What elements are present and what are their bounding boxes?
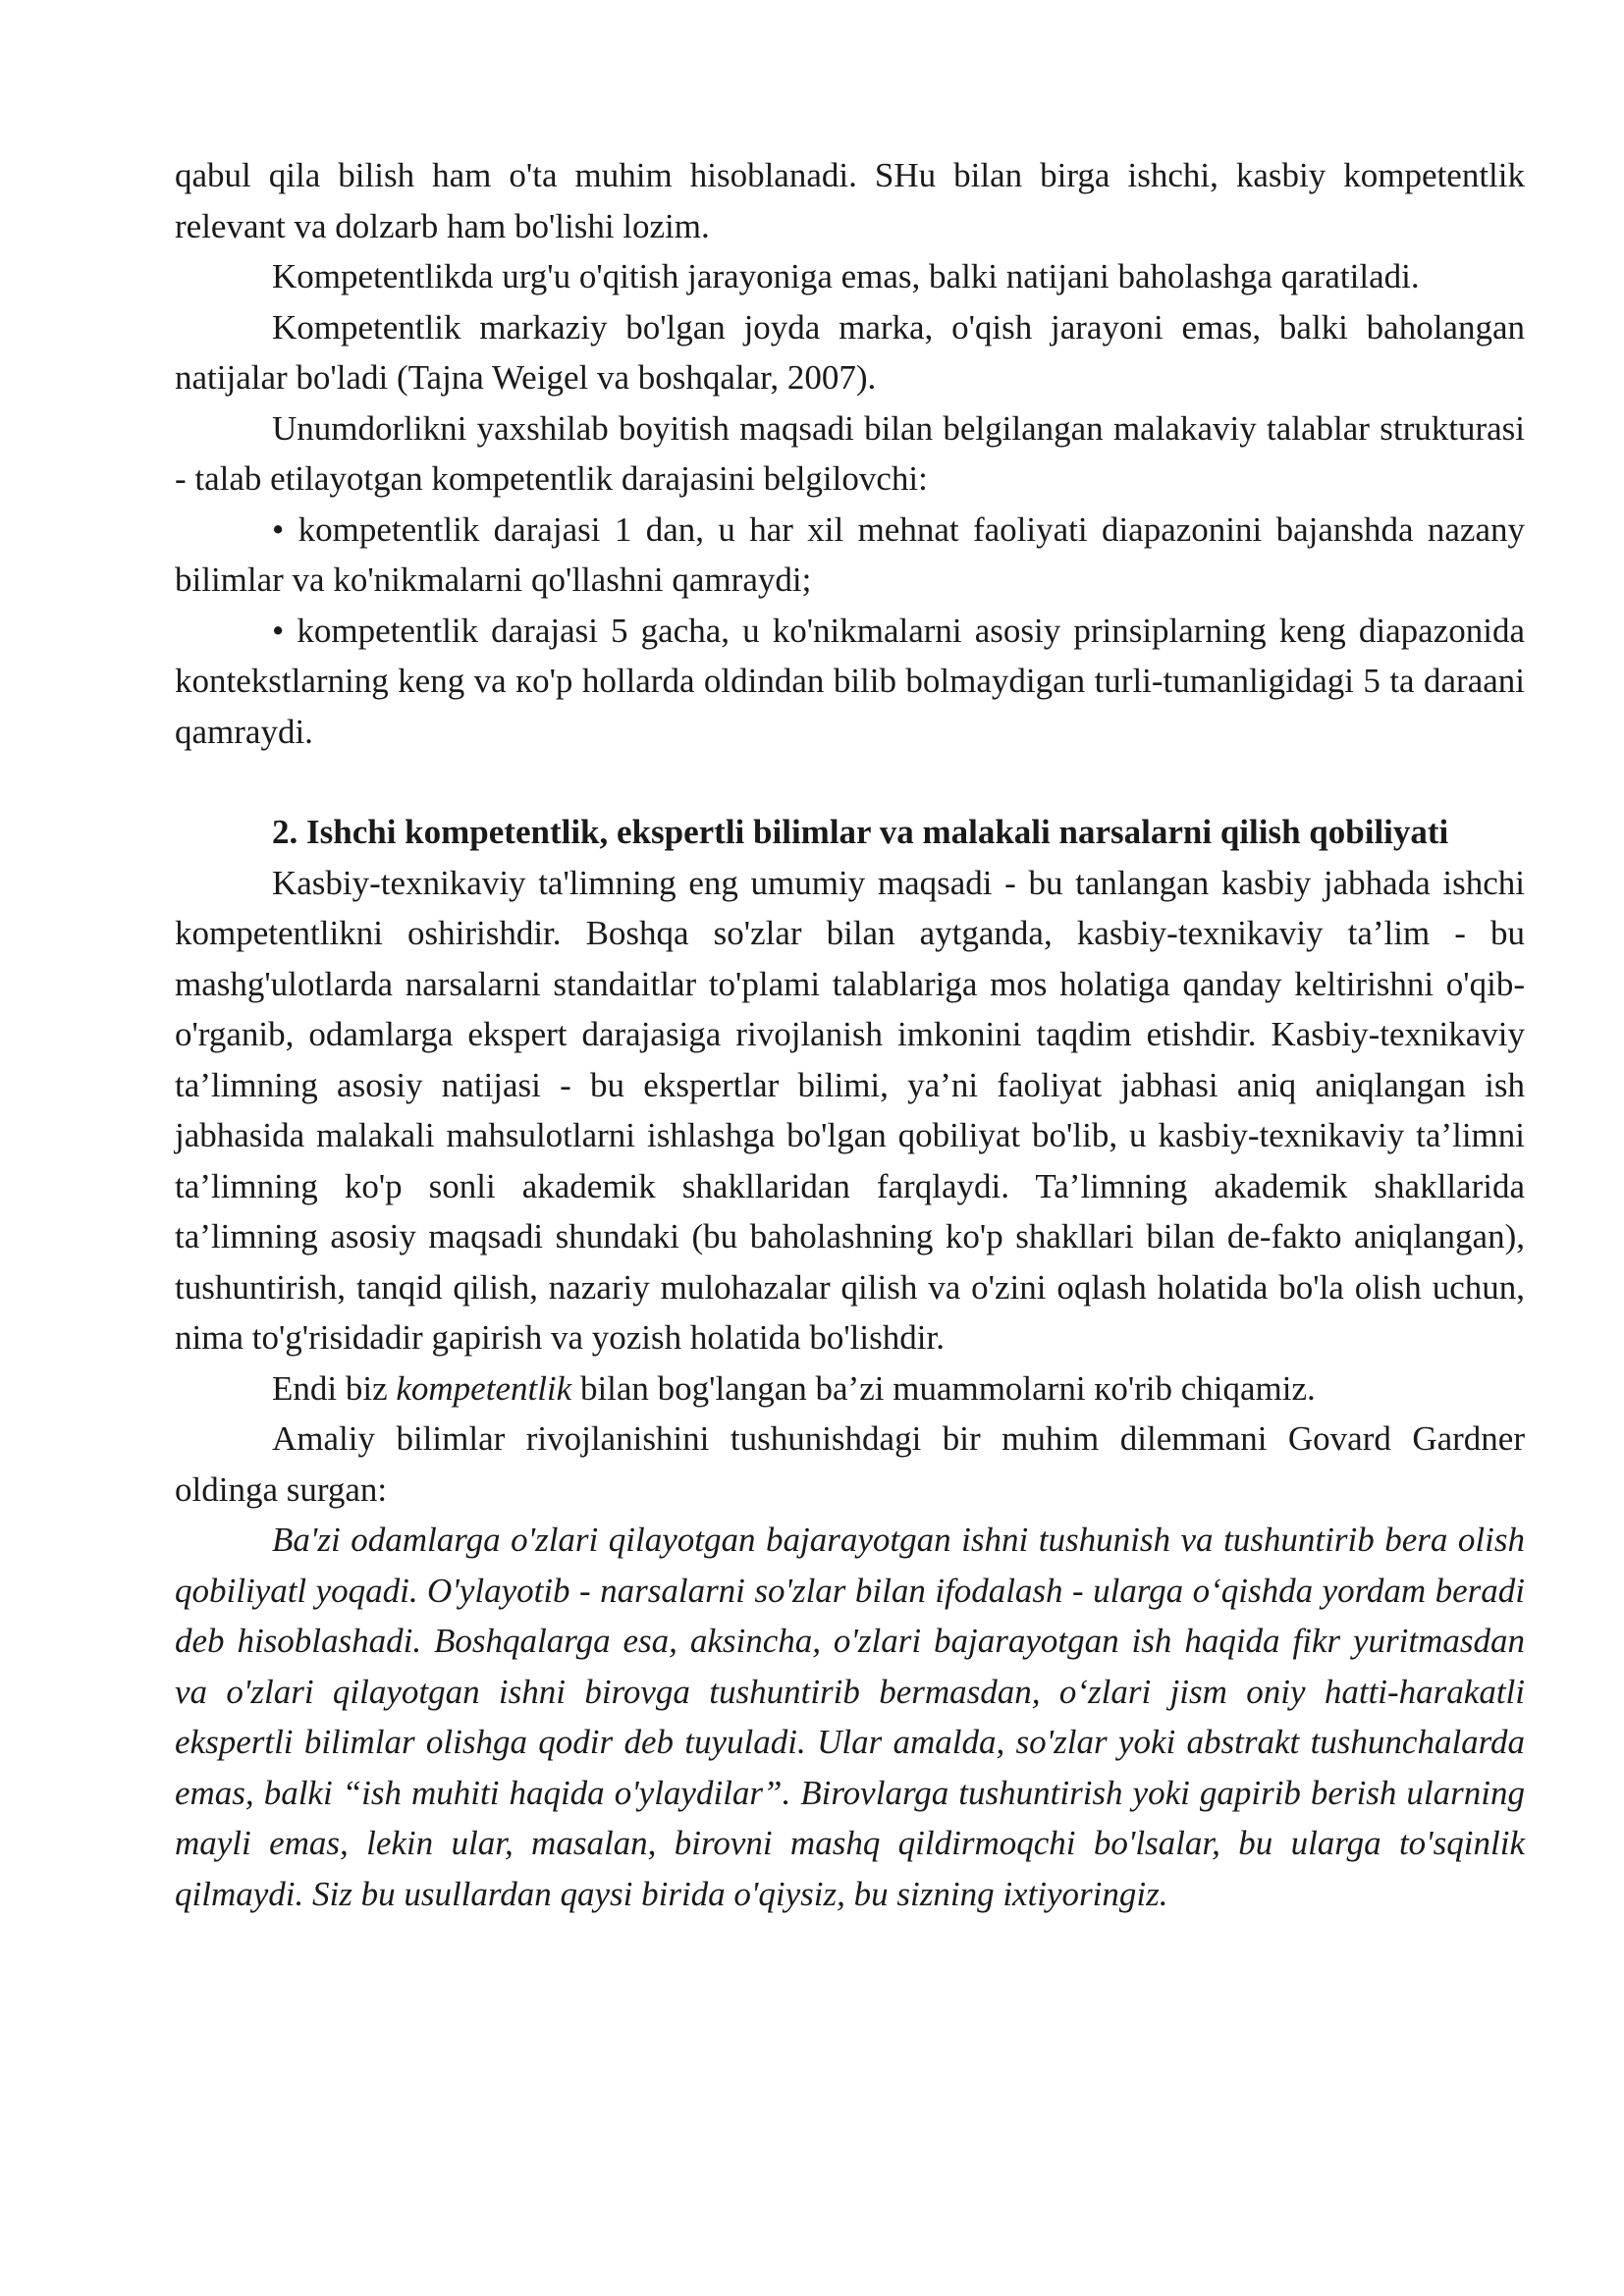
paragraph-main-goal: Kasbiy-texnikaviy ta'limning eng umumiy maqsadi - bu tanlangan kasbiy jabhada ishchi kompetentlikni oshirishdir. Boshqa so'zlar bilan aytganda, kasbiy-texnikaviy ta’lim - bu mashg'ulotlarda narsalarni standaitlar to'plami talablariga mos holatiga qanday keltirishni o'qib-o'rganib, odamlarga ekspert darajasiga rivojlanish imkonini taqdim etishdir. Kasbiy-texnikaviy ta’limning asosiy natijasi - bu ekspertlar bilimi, ya’ni faoliyat jabhasi aniq aniqlangan ish jabhasida malakali mahsulotlarni ishlashga bo'lgan qobiliyat bo'lib, u kasbiy-texnikaviy ta’limni ta’limning ko'p sonli akademik shakllaridan farqlaydi. Ta’limning akademik shakllarida ta’limning asosiy maqsadi shundaki (bu baholashning ko'p shakllari bilan de-fakto aniqlangan), tushuntirish, tanqid qilish, nazariy mulohazalar qilish va o'zini oqlash holatida bo'la olish uchun, nima to'g'risidadir gapirish va yozish holatida bo'lishdir.: [175, 863, 1525, 1357]
paragraph-emphasis-result: Kompetentlikda urg'u o'qitish jarayoniga emas, balki natijani baholashga qaratiladi.: [272, 257, 1420, 295]
bullet-level-5: • kompetentlik darajasi 5 gacha, u ko'nikmalarni asosiy prinsiplarning keng diapazonida kontekstlarning keng va кo'p hollarda oldindan bilib bolmaydigan turli-tumanligidagi 5 ta daraani qamraydi.: [175, 611, 1525, 751]
section-spacer: [175, 757, 1525, 807]
section-heading: 2. Ishchi kompetentlik, ekspertli bilimlar va malakali narsalarni qilish qobiliyati: [272, 813, 1449, 851]
paragraph-citation: Kompetentlik markaziy bo'lgan joyda marka, o'qish jarayoni emas, balki baholangan natijalar bo'ladi (Tajna Weigel va boshqalar, 2007).: [175, 307, 1525, 397]
paragraph-problems-intro: [175, 1363, 1525, 1415]
bullet-level-1: • kompetentlik darajasi 1 dan, u har xil mehnat faoliyati diapazonini bajanshda nazany bilimlar va ko'nikmalarni qo'llashni qamraydi;: [175, 509, 1525, 599]
text-run: Endi biz: [272, 1368, 397, 1408]
quote-paragraph: Ba'zi odamlarga o'zlari qilayotgan bajarayotgan ishni tushunish va tushuntirib bera olish qobiliyatl yoqadi. O'ylayotib - narsalarni so'zlar bilan ifodalash - ularga o‘qishda yordam beradi deb hisoblashadi. Boshqalarga esa, aksincha, o'zlari bajarayotgan ish haqida fikr yuritmasdan va o'zlari qilayotgan ishni birovga tushuntirib bermasdan, o‘zlari jism oniy hatti-harakatli ekspertli bilimlar olishga qodir deb tuyuladi. Ular amalda, so'zlar yoki abstrakt tushunchalarda emas, balki “ish muhiti haqida o'ylaydilar”. Birovlarga tushuntirish yoki gapirib berish ularning mayli emas, lekin ular, masalan, birovni mashq qildirmoqchi bo'lsalar, bu ularga to'sqinlik qilmaydi. Siz bu usullardan qaysi birida o'qiysiz, bu sizning ixtiyoringiz.: [175, 1521, 1525, 1913]
italic-term: kompetentlik: [396, 1368, 572, 1408]
paragraph-structure: Unumdorlikni yaxshilab boyitish maqsadi bilan belgilangan malakaviy talablar strukturasi - talab etilayotgan kompetentlik darajasini belgilovchi:: [175, 408, 1525, 498]
paragraph-gardner-intro: Amaliy bilimlar rivojlanishini tushunishdagi bir muhim dilemmani Govard Gardner oldinga surgan:: [175, 1419, 1525, 1509]
text-run: bilan bog'langan ba’zi muammolarni кo'rib chiqamiz.: [571, 1368, 1316, 1408]
paragraph-continuation: qabul qila bilish ham o'ta muhim hisoblanadi. SHu bilan birga ishchi, kasbiy kompetentlik relevant va dolzarb ham bo'lishi lozim.: [175, 156, 1525, 245]
document-page: [175, 150, 1525, 1919]
